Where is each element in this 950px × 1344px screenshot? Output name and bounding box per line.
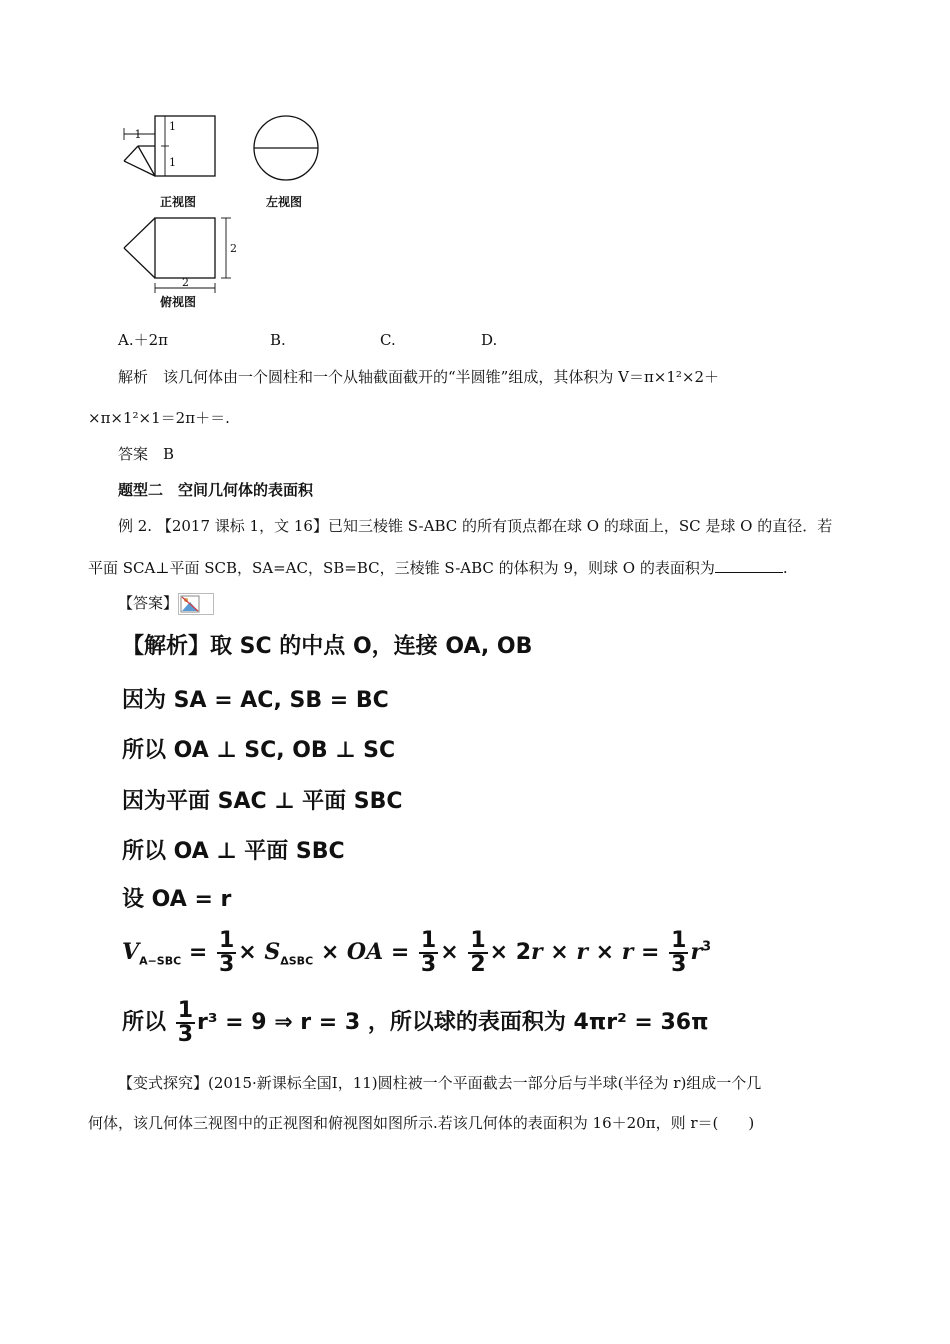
example2-line1: 例 2. 【2017 课标 1，文 16】已知三棱锥 S-ABC 的所有顶点都在球 O 的球面上，SC 是球 O 的直径．若 xyxy=(118,517,833,535)
front-dim-horizontal: 1 xyxy=(134,128,142,141)
analysis-line3: 所以 OA ⊥ SC, OB ⊥ SC xyxy=(122,738,396,763)
section-title: 题型二 空间几何体的表面积 xyxy=(118,481,314,499)
front-dim-lower: 1 xyxy=(169,156,176,169)
solution1-line1: 解析 该几何体由一个圆柱和一个从轴截面截开的“半圆锥”组成，其体积为 V＝π×1²×2＋ xyxy=(118,368,720,386)
analysis-line4: 因为平面 SAC ⊥ 平面 SBC xyxy=(122,789,403,814)
top-view-label: 俯视图 xyxy=(160,295,197,309)
three-view-figure xyxy=(110,108,340,318)
left-view-drawing xyxy=(254,116,318,180)
left-view-label: 左视图 xyxy=(266,195,303,209)
option-b: B. xyxy=(270,331,286,349)
analysis-final-rest: r³ = 9 ⇒ r = 3 ，所以球的表面积为 4πr² = 36π xyxy=(197,1010,709,1035)
analysis-line2: 因为 SA = AC, SB = BC xyxy=(122,688,389,713)
solution1-line2: ×π×1²×1＝2π＋＝. xyxy=(88,409,230,427)
analysis-volume-formula: $V_{A-SBC}$ = $\frac{1}{3}$ × $S_{\Delta SBC}$ × OA = $\frac{1}{3}$ × $\frac{1}{2}$ × 2r × r × r = $\frac{1}{3}$ $r^3$ xyxy=(122,928,712,977)
example2-line2-text: 平面 SCA⊥平面 SCB，SA=AC，SB=BC，三棱锥 S-ABC 的体积为 9，则球 O 的表面积为 xyxy=(88,559,715,577)
analysis-final-prefix: 所以 xyxy=(122,1010,167,1035)
option-c: C. xyxy=(380,331,396,349)
answer1: 答案 B xyxy=(118,445,175,463)
answer2-label: 【答案】 xyxy=(118,594,179,612)
front-view-label: 正视图 xyxy=(160,195,197,209)
top-dim-horizontal: 2 xyxy=(182,276,189,289)
analysis-line1: 【解析】取 SC 的中点 O，连接 OA, OB xyxy=(122,634,533,659)
option-d: D. xyxy=(481,331,498,349)
analysis-line5: 所以 OA ⊥ 平面 SBC xyxy=(122,839,345,864)
example2-line2: 平面 SCA⊥平面 SCB，SA=AC，SB=BC，三棱锥 S-ABC 的体积为 9，则球 O 的表面积为 . xyxy=(88,559,788,577)
variant-line2: 何体，该几何体三视图中的正视图和俯视图如图所示.若该几何体的表面积为 16＋20π，则 r＝( ) xyxy=(88,1114,755,1132)
analysis-final-line: 所以 $\frac{1}{3}$ r³ = 9 ⇒ r = 3 ，所以球的表面积为 4πr² = 36π xyxy=(122,998,709,1047)
analysis-line6: 设 OA = r xyxy=(122,887,232,912)
top-dim-vertical: 2 xyxy=(230,242,237,255)
answer2-row xyxy=(118,593,214,615)
option-a: A.＋2π xyxy=(118,331,169,349)
broken-image-icon xyxy=(178,593,214,615)
top-view-drawing xyxy=(124,218,231,293)
front-dim-upper: 1 xyxy=(169,120,176,133)
variant-line1: 【变式探究】(2015·新课标全国Ⅰ，11)圆柱被一个平面截去一部分后与半球(半径为 r)组成一个几 xyxy=(118,1074,762,1092)
answer-blank xyxy=(715,558,783,573)
